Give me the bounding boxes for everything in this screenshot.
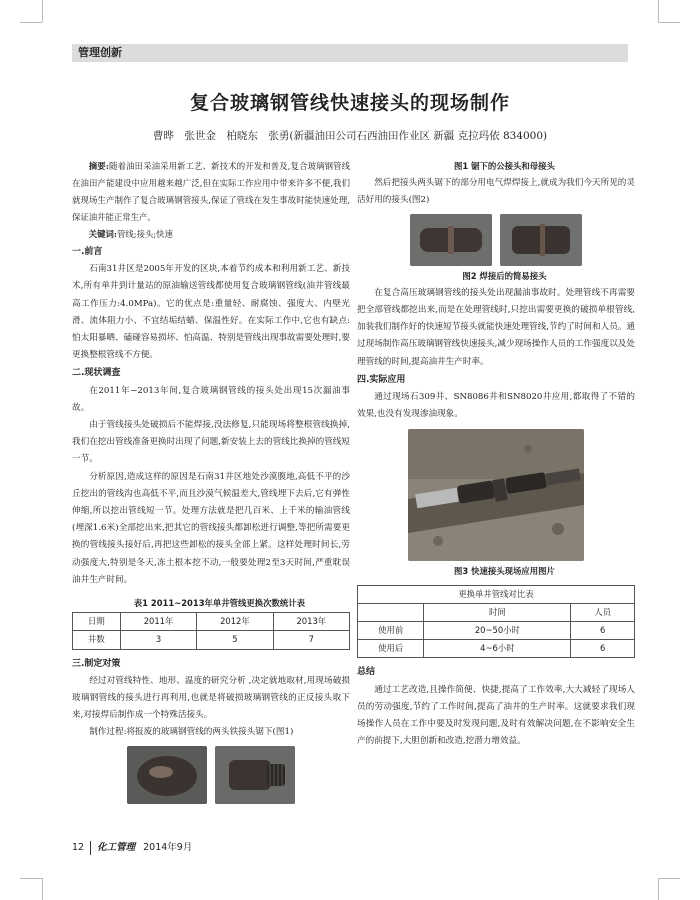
table-cell: [358, 603, 424, 621]
crop-mark: [42, 0, 43, 22]
section-heading: 三.制定对策: [72, 658, 121, 669]
figure1-female-joint-photo: [127, 746, 207, 804]
section-heading: 四.实际应用: [357, 374, 406, 385]
table-cell: 2011年: [120, 613, 196, 631]
paragraph: 制作过程:将报废的玻璃钢管线的两头铁接头锯下(图1): [89, 727, 294, 738]
paragraph: 通过工艺改造,且操作简便、快捷,提高了工作效率,大大减轻了现场人员的劳动强度,节约了工作时间,提高了油井的生产时率。这就要求我们现场操作人员在工作中要及时发现问题,及时有效解决问题,在不影响安全生产的前提下,大胆创新和改造,挖潜力增效益。: [357, 684, 635, 747]
table-row: [358, 585, 635, 603]
table-cell: 人员: [571, 603, 635, 621]
right-column: [357, 158, 635, 750]
figure2-photos: [357, 214, 635, 266]
table-cell: 3: [120, 631, 196, 649]
table1-caption: 表1 2011~2013年单井管线更换次数统计表: [133, 598, 306, 609]
table-cell: 6: [571, 640, 635, 658]
abstract-label: 摘要:: [88, 161, 109, 171]
table-cell: 6: [571, 622, 635, 640]
table-cell: 井数: [73, 631, 121, 649]
table1: [72, 612, 350, 649]
table-cell: 使用后: [358, 640, 424, 658]
crop-mark: [658, 878, 659, 900]
section-heading: 二.现状调查: [72, 368, 121, 379]
section-tag: 管理创新: [72, 44, 628, 62]
table-cell: 4~6小时: [424, 640, 571, 658]
figure2-joint-photo-a: [410, 214, 492, 266]
table-cell: 2012年: [197, 613, 273, 631]
abstract: [72, 158, 350, 226]
section-heading: 总结: [357, 667, 376, 678]
table-row: [358, 603, 635, 621]
paragraph: 石南31井区是2005年开发的区块,本着节约成本和利用新工艺、新技术,所有单井到计量站的原油输送管线都使用复合玻璃钢管线(油井管线最高工作压力:4.0MPa)。它的优点是:重量轻、耐腐蚀、强度大、内壁光滑、流体阻力小、不宜结垢结蜡、保温性好。在实际工作中,它也有缺点:怕太阳暴晒、磕碰容易损坏、怕高温、特别是管线出现事故需要处理时,要更换整根管线不方便。: [72, 264, 350, 361]
table-row: [358, 622, 635, 640]
left-column: [72, 158, 350, 804]
crop-mark: [658, 22, 680, 23]
figure1-caption: 图1 锯下的公接头和母接头: [453, 161, 555, 171]
crop-mark: [42, 878, 43, 900]
paragraph: 由于管线接头处破损后不能焊接,没法修复,只能现场将整根管线换掉,我们在挖出管线准备更换时出现了问题,新安装上去的管线比换掉的管线短一节。: [72, 420, 350, 465]
paragraph: 然后把接头两头锯下的部分用电气焊焊接上,就成为我们今天所见的灵活好用的接头(图2): [357, 178, 635, 206]
issue-date: 2014年9月: [143, 842, 193, 853]
journal-name: 化工管理: [97, 842, 136, 853]
article-title: 复合玻璃钢管线快速接头的现场制作: [189, 92, 510, 114]
section-heading: 一.前言: [72, 247, 103, 257]
table-row: [73, 631, 350, 649]
crop-mark: [20, 22, 42, 23]
table-cell: 日期: [73, 613, 121, 631]
table-cell: 20~50小时: [424, 622, 571, 640]
figure3-caption: 图3 快速接头现场应用图片: [453, 566, 555, 577]
paragraph: 在复合高压玻璃钢管线的接头处出现漏油事故时。处理管线不再需要把全部管线都挖出来,而是在处理管线时,只挖出需要更换的破损单根管线,加装我们制作好的快速短节接头就能快速处理管线,节约了时间和人员。通过现场制作高压玻璃钢管线快速接头,减少现场操作人员的工作强度以及处理管线的时间,提高油井生产时率。: [357, 287, 635, 367]
table-cell: 时间: [424, 603, 571, 621]
figure2-caption: 图2 焊接后的简易接头: [462, 270, 547, 281]
table2: [357, 585, 635, 659]
table-cell: 2013年: [273, 613, 349, 631]
table-cell: 5: [197, 631, 273, 649]
page-footer: [72, 840, 628, 856]
paragraph: 分析原因,造成这样的原因是石南31井区地处沙漠腹地,高低不平的沙丘挖出的管线沟也高低不平,而且沙漠气候温差大,管线埋下去后,它有弹性伸缩,所以挖出管线短一节。处理方法就是把几百米、上千米的输油管线(埋深1.6米)全部挖出来,把其它的管线接头都卸松进行调整,等把所需要更换的管线接头接好后,再把这些卸松的接头全部上紧。这样处理时间长,劳动强度大,特别是冬天,冻土根本挖不动,一般要处理2至3天时间,严重耽误油井生产时间。: [72, 471, 350, 585]
article-authors: 曹晔 张世金 柏晓东 张勇(新疆油田公司石西油田作业区 新疆 克拉玛依 834000): [152, 130, 548, 142]
keywords-text: 管线;接头;快速: [117, 229, 173, 239]
keywords: [72, 226, 350, 243]
figure1-photos: [72, 746, 350, 804]
table-row: [358, 640, 635, 658]
figure2-joint-photo-b: [500, 214, 582, 266]
table-title-cell: 更换单井管线对比表: [358, 585, 635, 603]
paragraph: 在2011年~2013年间,复合玻璃钢管线的接头处出现15次漏油事故。: [72, 385, 350, 413]
footer-divider: [90, 841, 91, 855]
crop-mark: [658, 878, 680, 879]
table-row: [73, 613, 350, 631]
figure1-male-joint-photo: [215, 746, 295, 804]
figure3-photo-wrap: [357, 429, 635, 561]
paragraph: 经过对管线特性、地形、温度的研究分析 ,决定就地取材,用现场破损玻璃钢管线的接头进行再利用,也就是将破损玻璃钢管线的正反接头取下来,对接焊后制作成一个特殊活接头。: [72, 675, 350, 721]
crop-mark: [20, 878, 42, 879]
page-number: 12: [72, 842, 85, 853]
paragraph: 通过现场石309井、SN8086井和SN8020井应用,都取得了不错的效果,也没有发现渗油现象。: [357, 392, 635, 420]
table-cell: 使用前: [358, 622, 424, 640]
figure3-field-photo: [408, 429, 584, 561]
abstract-text: 随着油田采油采用新工艺、新技术的开发和普及,复合玻璃钢管线在油田产能建设中应用越来越广泛,但在实际工作应用中带来许多不便,我们就现场生产制作了复合玻璃钢管接头,保证了管线在发生事故时能快速处理,保证油井能正常生产。: [72, 161, 350, 222]
table-cell: 7: [273, 631, 349, 649]
keywords-label: 关键词:: [88, 229, 118, 239]
crop-mark: [658, 0, 659, 22]
